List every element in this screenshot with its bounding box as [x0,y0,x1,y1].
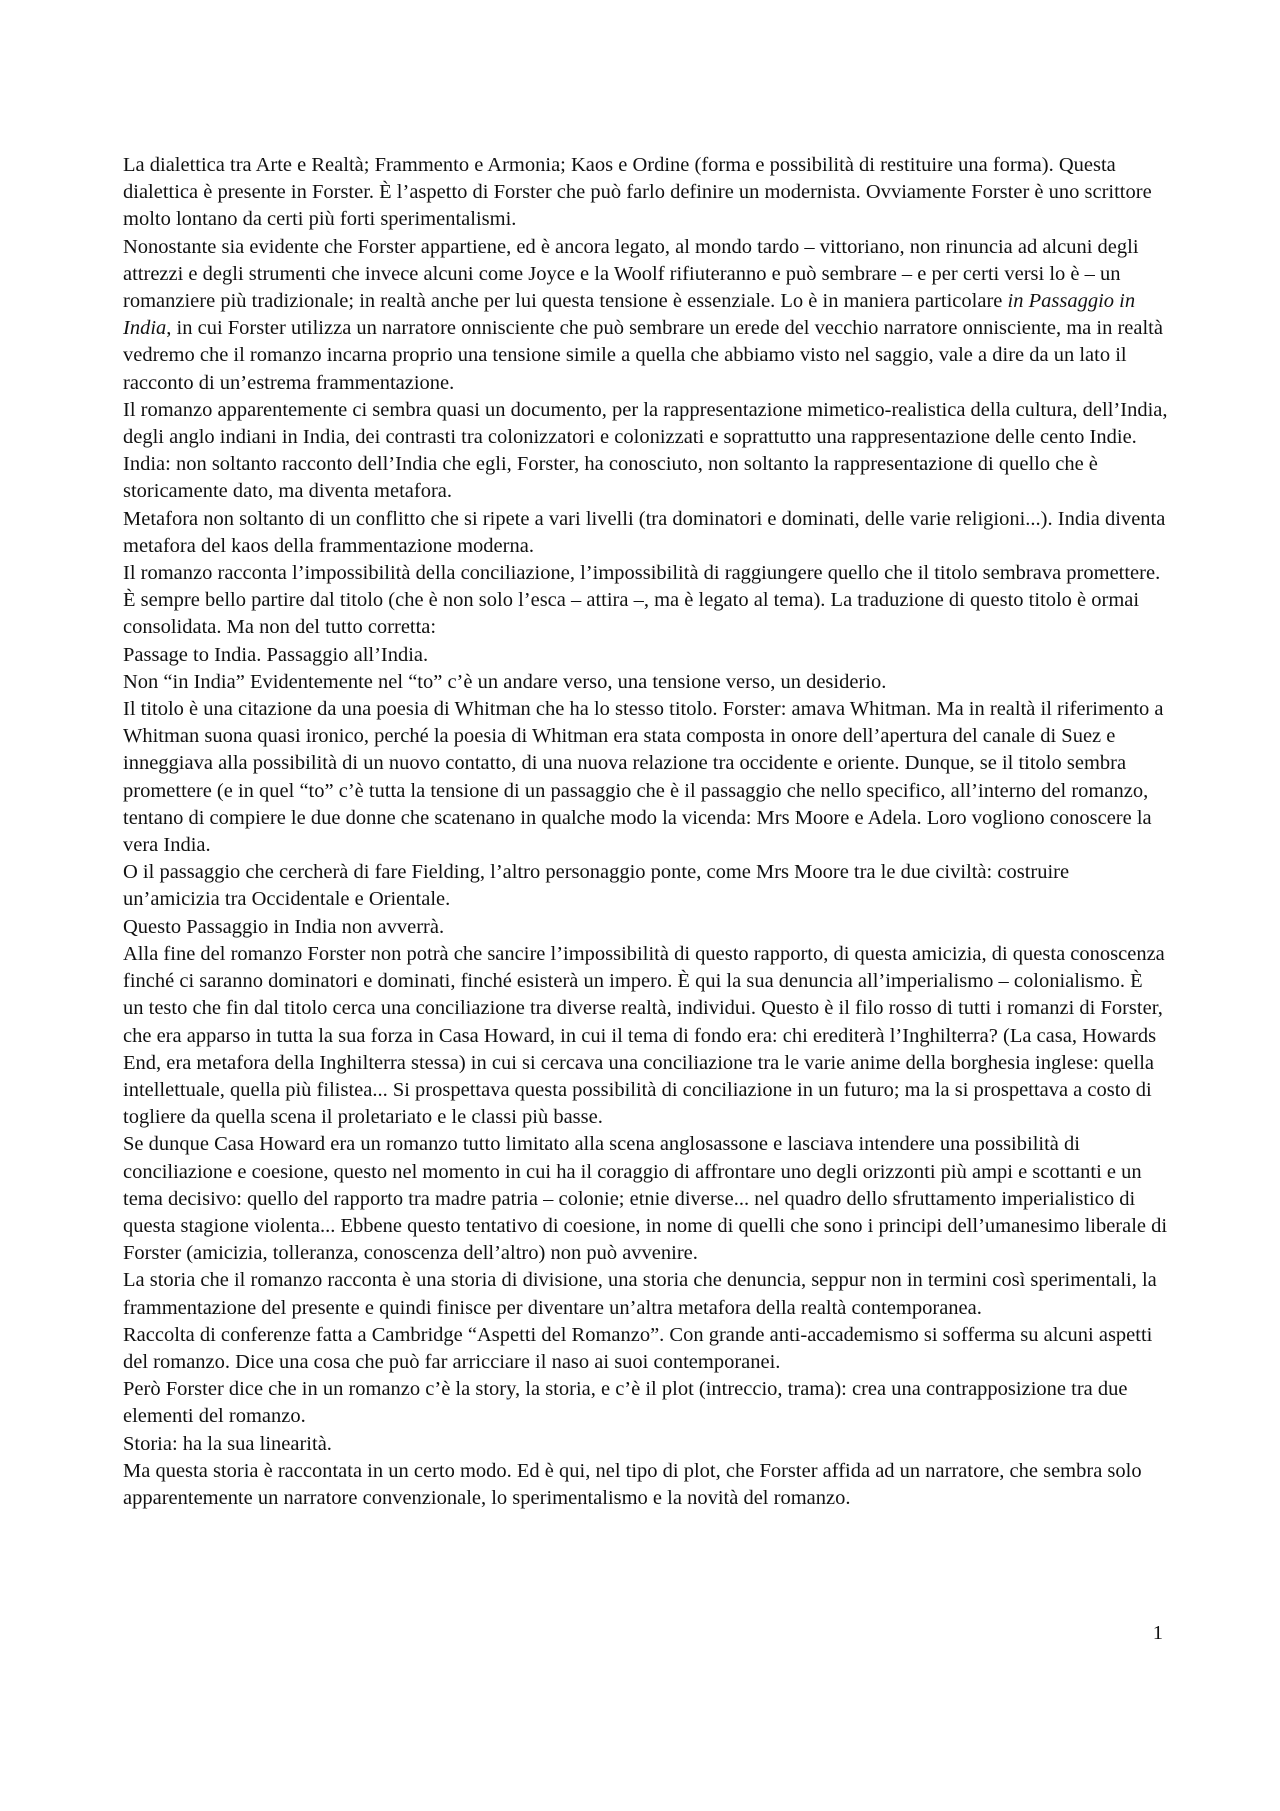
paragraph: È sempre bello partire dal titolo (che è non solo l’esca – attira –, ma è legato al tema). La traduzione di questo titolo è ormai consolidata. Ma non del tutto corretta: [123,589,1140,639]
paragraph: Ma questa storia è raccontata in un certo modo. Ed è qui, nel tipo di plot, che Forster affida ad un narratore, che sembra solo apparentemente un narratore convenzionale, lo sperimentalismo e la novità del romanzo. [123,1459,1142,1509]
paragraph: India: non soltanto racconto dell’India che egli, Forster, ha conosciuto, non soltanto la rappresentazione di quello che è storicamente dato, ma diventa metafora. [123,453,1098,503]
italic-title: in Passaggio in India [123,290,1136,340]
paragraph: Storia: ha la sua linearità. [123,1432,332,1455]
paragraph: Raccolta di conferenze fatta a Cambridge “Aspetti del Romanzo”. Con grande anti-accademismo si sofferma su alcuni aspetti del romanzo. Dice una cosa che può far arricciare il naso ai suoi contemporanei. [123,1323,1153,1373]
paragraph: Passage to India. Passaggio all’India. [123,643,429,666]
document-body [123,152,1168,1512]
paragraph: Non “in India” Evidentemente nel “to” c’è un andare verso, una tensione verso, un desiderio. [123,670,887,693]
paragraph: Alla fine del romanzo Forster non potrà che sancire l’impossibilità di questo rapporto, di questa amicizia, di questa conoscenza finché ci saranno dominatori e dominati, finché esisterà un impero. È qui la sua denuncia all’imperialismo – colonialismo. È un testo che fin dal titolo cerca una conciliazione tra diverse realtà, individui. Questo è il filo rosso di tutti i romanzi di Forster, che era apparso in tutta la sua forza in Casa Howard, in cui il tema di fondo era: chi erediterà l’Inghilterra? (La casa, Howards End, era metafora della Inghilterra stessa) in cui si cercava una conciliazione tra le varie anime della borghesia inglese: quella intellettuale, quella più filistea... Si prospettava questa possibilità di conciliazione in un futuro; ma la si prospettava a costo di togliere da quella scena il proletariato e le classi più basse. [123,942,1165,1129]
paragraph: Però Forster dice che in un romanzo c’è la story, la storia, e c’è il plot (intreccio, trama): crea una contrapposizione tra due elementi del romanzo. [123,1378,1128,1428]
paragraph: La dialettica tra Arte e Realtà; Frammento e Armonia; Kaos e Ordine (forma e possibilità di restituire una forma). Questa dialettica è presente in Forster. È l’aspetto di Forster che può farlo definire un modernista. Ovviamente Forster è uno scrittore molto lontano da certi più forti sperimentalismi. [123,154,1152,231]
page-number: 1 [1152,1622,1163,1644]
paragraph: Il romanzo apparentemente ci sembra quasi un documento, per la rappresentazione mimetico-realistica della cultura, dell’India, degli anglo indiani in India, dei contrasti tra colonizzatori e colonizzati e soprattutto una rappresentazione delle cento Indie. [123,398,1168,449]
paragraph: La storia che il romanzo racconta è una storia di divisione, una storia che denuncia, seppur non in termini così sperimentali, la frammentazione del presente e quindi finisce per diventare un’altra metafora della realtà contemporanea. [123,1269,1157,1319]
paragraph: Il romanzo racconta l’impossibilità della conciliazione, l’impossibilità di raggiungere quello che il titolo sembrava promettere. [123,562,1161,585]
paragraph-text: , in cui Forster utilizza un narratore onnisciente che può sembrare un erede del vecchio narratore onnisciente, ma in realtà vedremo che il romanzo incarna proprio una tensione simile a quella che abbiamo visto nel saggio, vale a dire da un lato il racconto di un’estrema frammentazione. [123,317,1163,394]
paragraph: O il passaggio che cercherà di fare Fielding, l’altro personaggio ponte, come Mrs Moore tra le due civiltà: costruire un’amicizia tra Occidentale e Orientale. [123,861,1070,911]
paragraph-text: Nonostante sia evidente che Forster appartiene, ed è ancora legato, al mondo tardo – vittoriano, non rinuncia ad alcuni degli attrezzi e degli strumenti che invece alcuni come Joyce e la Woolf rifiuteranno e può sembrare – e per certi versi lo è – un romanziere più tradizionale; in realtà anche per lui questa tensione è essenziale. Lo è in maniera particolare [123,235,1139,313]
paragraph: Metafora non soltanto di un conflitto che si ripete a vari livelli (tra dominatori e dominati, delle varie religioni...). India diventa metafora del kaos della frammentazione moderna. [123,507,1166,557]
paragraph: Il titolo è una citazione da una poesia di Whitman che ha lo stesso titolo. Forster: amava Whitman. Ma in realtà il riferimento a Whitman suona quasi ironico, perché la poesia di Whitman era stata composta in onore dell’apertura del canale di Suez e inneggiava alla possibilità di un nuovo contatto, di una nuova relazione tra occidente e oriente. Dunque, se il titolo sembra promettere (e in quel “to” c’è tutta la tensione di un passaggio che è il passaggio che nello specifico, all’interno del romanzo, tentano di compiere le due donne che scatenano in qualche modo la vicenda: Mrs Moore e Adela. Loro vogliono conoscere la vera India. [123,698,1164,857]
paragraph: Questo Passaggio in India non avverrà. [123,915,445,938]
paragraph [123,234,1168,397]
paragraph: Se dunque Casa Howard era un romanzo tutto limitato alla scena anglosassone e lasciava intendere una possibilità di conciliazione e coesione, questo nel momento in cui ha il coraggio di affrontare uno degli orizzonti più ampi e scottanti e un tema decisivo: quello del rapporto tra madre patria – colonie; etnie diverse... nel quadro dello sfruttamento imperialistico di questa stagione violenta... Ebbene questo tentativo di coesione, in nome di quelli che sono i principi dell’umanesimo liberale di Forster (amicizia, tolleranza, conoscenza dell’altro) non può avvenire. [123,1133,1168,1265]
